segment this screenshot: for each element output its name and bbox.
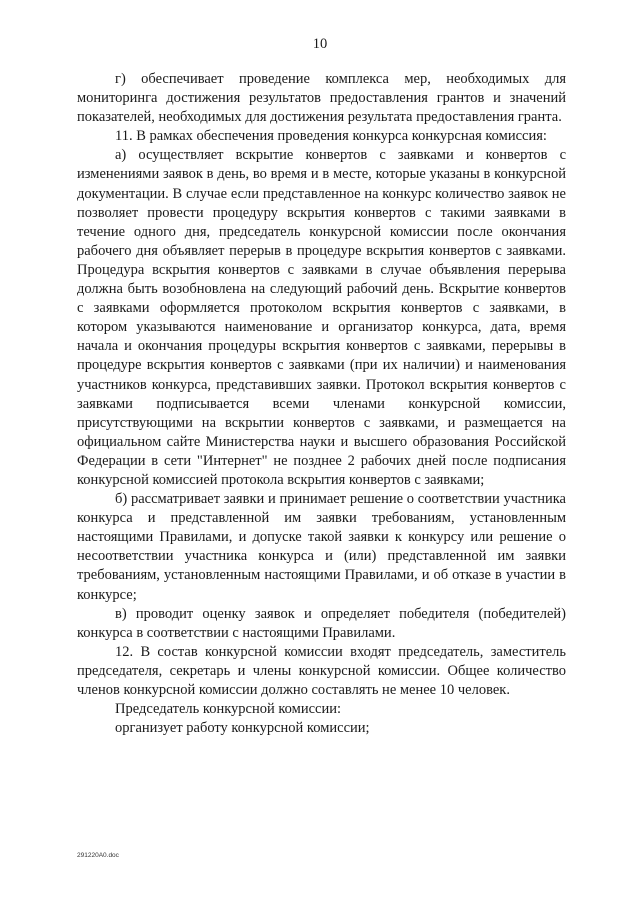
paragraph-item-g: г) обеспечивает проведение комплекса мер, необходимых для мониторинга достижения результатов предоставления грантов и значений показателей, необходимых для достижения результата предоставления гранта. xyxy=(77,71,566,126)
paragraph-item-a: а) осуществляет вскрытие конвертов с заявками и конвертов с изменениями заявок в день, во время и в месте, которые указаны в конкурсной документации. В случае если представленное на конкурс количество заявок не позволяет провести процедуру вскрытия конвертов с такими заявками в течение одного дня, председатель конкурсной комиссии после окончания рабочего дня объявляет перерыв в процедуре вскрытия конвертов с заявками. Процедура вскрытия конвертов с заявками в случае объявления перерыва должна быть возобновлена на следующий рабочий день. Вскрытие конвертов с заявками оформляется протоколом вскрытия конвертов с заявками, в котором указываются наименование и организатор конкурса, дата, время начала и окончания процедуры вскрытия конвертов с заявками, перерывы в процедуре вскрытия конвертов с заявками (при их наличии) и наименования участников конкурса, представивших заявки. Протокол вскрытия конвертов с заявками подписывается всеми членами конкурсной комиссии, присутствующими на вскрытии конвертов с заявками, и размещается на официальном сайте Министерства науки и высшего образования Российской Федерации в сети "Интернет" не позднее 2 рабочих дней после подписания конкурсной комиссией протокола вскрытия конвертов с заявками; xyxy=(77,147,566,488)
paragraph-clause-11: 11. В рамках обеспечения проведения конкурса конкурсная комиссия: xyxy=(115,128,547,145)
paragraph-chairman-duty: организует работу конкурсной комиссии; xyxy=(115,720,370,737)
paragraph-clause-12: 12. В состав конкурсной комиссии входят председатель, заместитель председателя, секретарь и члены конкурсной комиссии. Общее количество членов конкурсной комиссии должно составлять не менее 10 человек. xyxy=(77,643,566,698)
paragraph-item-v: в) проводит оценку заявок и определяет победителя (победителей) конкурса в соответствии с настоящими Правилами. xyxy=(77,605,566,641)
paragraph-item-b: б) рассматривает заявки и принимает решение о соответствии участника конкурса и представленной им заявки требованиям, установленным настоящими Правилами, и допуске такой заявки к конкурсу или решение о несоответствии участника конкурса и (или) представленной им заявки требованиям, установленным настоящими Правилами, и об отказе в участии в конкурсе; xyxy=(77,491,566,603)
document-body xyxy=(77,70,566,738)
paragraph-chairman-heading: Председатель конкурсной комиссии: xyxy=(115,701,342,718)
page-number: 10 xyxy=(312,36,328,52)
footer-doc-code: 291220A0.doc xyxy=(77,852,119,859)
